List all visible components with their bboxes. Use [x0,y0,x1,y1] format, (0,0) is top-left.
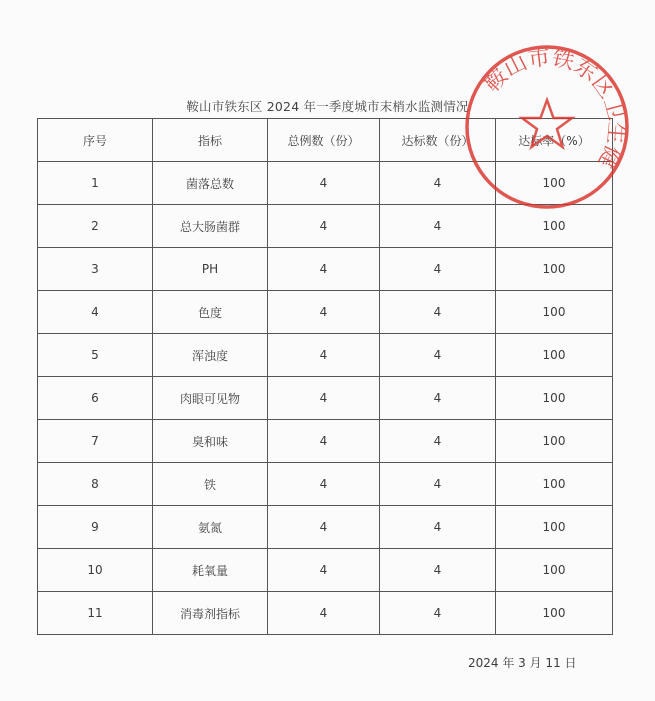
cell-index: 4 [38,291,153,334]
cell-index: 8 [38,463,153,506]
cell-pass-rate: 100 [496,291,613,334]
table-row [38,463,613,506]
header-index: 序号 [38,119,153,162]
table-row [38,506,613,549]
cell-indicator: 色度 [153,291,268,334]
cell-indicator: 铁 [153,463,268,506]
cell-pass-rate: 100 [496,463,613,506]
cell-indicator: 菌落总数 [153,162,268,205]
cell-pass-rate: 100 [496,506,613,549]
cell-pass-count: 4 [380,162,496,205]
cell-pass-rate: 100 [496,162,613,205]
cell-index: 10 [38,549,153,592]
header-indicator: 指标 [153,119,268,162]
header-total-count: 总例数（份） [268,119,380,162]
cell-pass-rate: 100 [496,592,613,635]
cell-index: 9 [38,506,153,549]
cell-indicator: 臭和味 [153,420,268,463]
header-pass-rate: 达标率（%） [496,119,613,162]
cell-index: 11 [38,592,153,635]
cell-indicator: 浑浊度 [153,334,268,377]
table-row [38,248,613,291]
table-row [38,549,613,592]
table-row [38,291,613,334]
cell-index: 5 [38,334,153,377]
cell-pass-rate: 100 [496,549,613,592]
page-title: 鞍山市铁东区 2024 年一季度城市末梢水监测情况 [186,99,469,114]
cell-pass-count: 4 [380,205,496,248]
cell-total-count: 4 [268,592,380,635]
cell-total-count: 4 [268,291,380,334]
cell-index: 1 [38,162,153,205]
cell-pass-rate: 100 [496,377,613,420]
cell-pass-count: 4 [380,420,496,463]
table-row [38,592,613,635]
cell-total-count: 4 [268,334,380,377]
cell-total-count: 4 [268,377,380,420]
table-row [38,162,613,205]
table-row [38,420,613,463]
cell-pass-rate: 100 [496,334,613,377]
cell-total-count: 4 [268,549,380,592]
cell-index: 7 [38,420,153,463]
cell-indicator: 耗氧量 [153,549,268,592]
table-row [38,377,613,420]
monitoring-table [37,118,613,635]
cell-index: 6 [38,377,153,420]
cell-total-count: 4 [268,463,380,506]
header-pass-count: 达标数（份） [380,119,496,162]
cell-index: 2 [38,205,153,248]
table-row [38,205,613,248]
cell-pass-rate: 100 [496,420,613,463]
cell-pass-count: 4 [380,506,496,549]
cell-indicator: 消毒剂指标 [153,592,268,635]
cell-total-count: 4 [268,248,380,291]
cell-indicator: 肉眼可见物 [153,377,268,420]
cell-index: 3 [38,248,153,291]
cell-pass-count: 4 [380,377,496,420]
cell-pass-count: 4 [380,463,496,506]
cell-pass-rate: 100 [496,248,613,291]
table-row [38,334,613,377]
cell-total-count: 4 [268,205,380,248]
document-date: 2024 年 3 月 11 日 [468,656,577,670]
cell-indicator: PH [153,248,268,291]
cell-pass-count: 4 [380,334,496,377]
cell-pass-count: 4 [380,291,496,334]
table-body [38,162,613,635]
cell-pass-count: 4 [380,248,496,291]
cell-total-count: 4 [268,420,380,463]
cell-indicator: 总大肠菌群 [153,205,268,248]
cell-pass-count: 4 [380,592,496,635]
cell-total-count: 4 [268,162,380,205]
cell-total-count: 4 [268,506,380,549]
table-header-row [38,119,613,162]
cell-pass-count: 4 [380,549,496,592]
cell-pass-rate: 100 [496,205,613,248]
cell-indicator: 氨氮 [153,506,268,549]
seal-text: 鞍山市铁东区卫生健 [479,45,629,172]
